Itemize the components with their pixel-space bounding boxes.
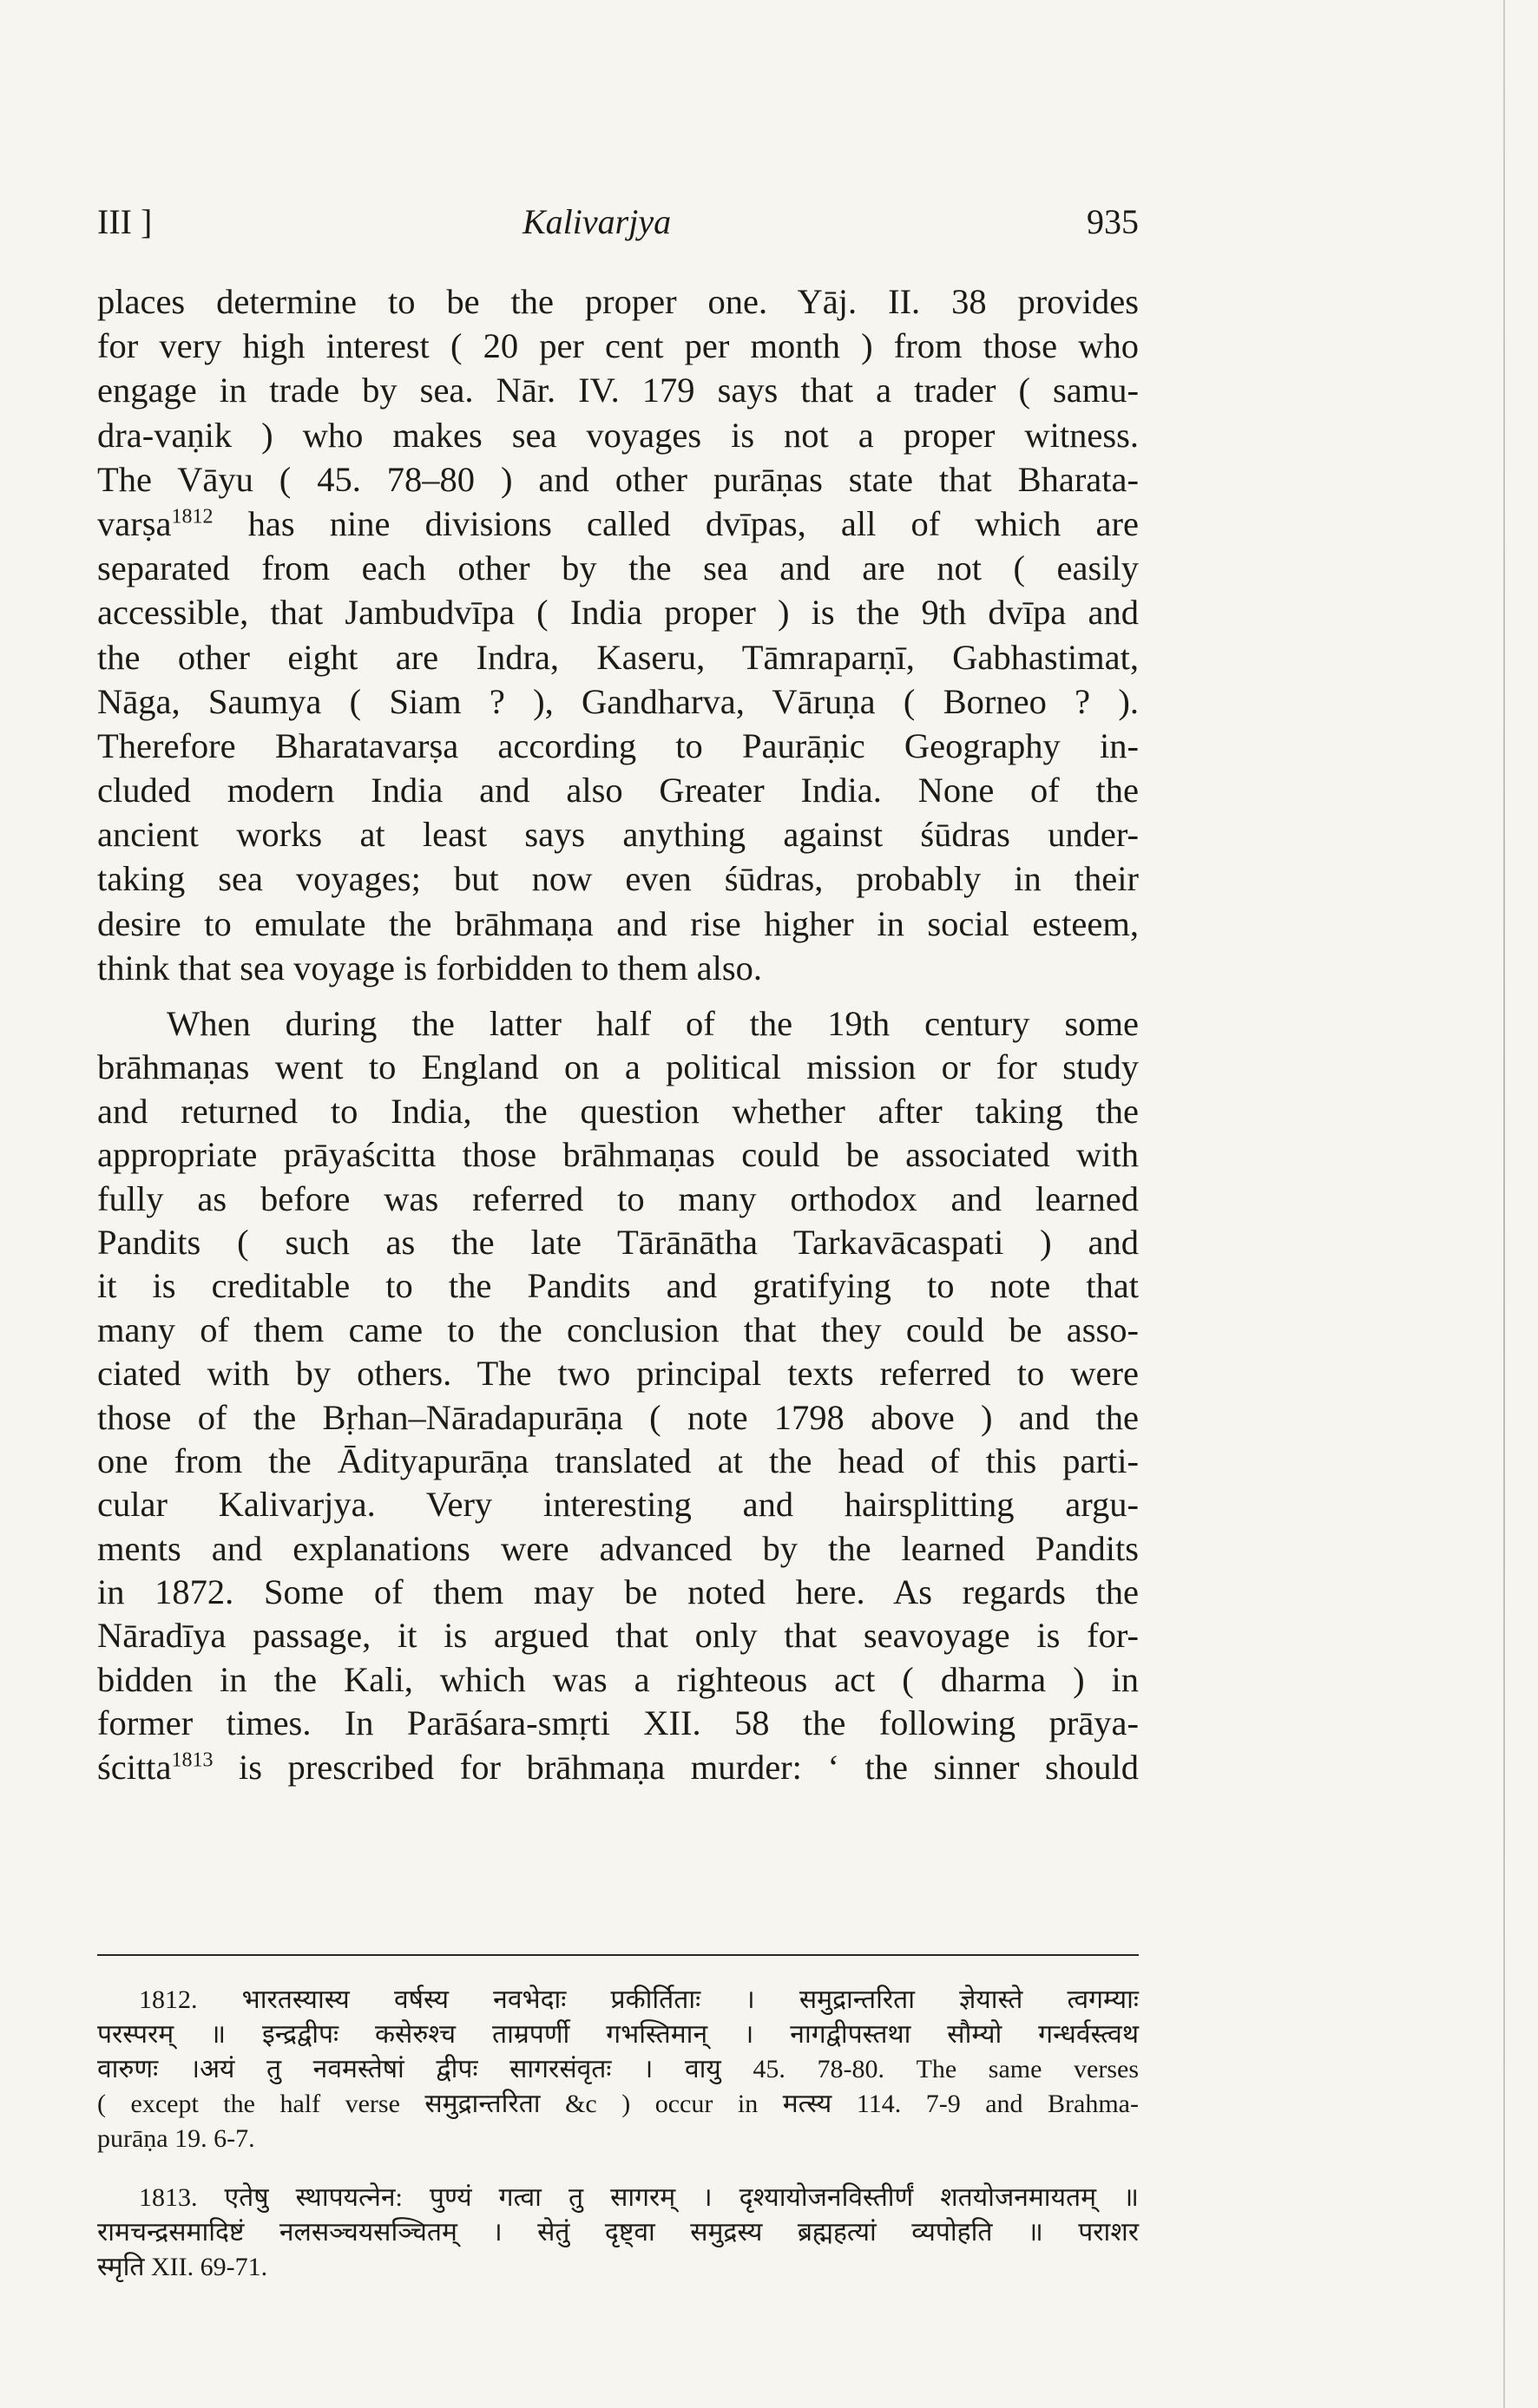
page-number: 935 [1087, 202, 1139, 241]
text-line: The Vāyu ( 45. 78–80 ) and other purāṇas state that Bharata- [97, 459, 1139, 499]
text-line: ścitta$^{1813}$ is prescribed for brāhmaṇa murder: ‘ the sinner should [97, 1747, 1139, 1787]
footnote-line [97, 2181, 1139, 2215]
footnote-line: ( except the half verse समुद्रान्तरिता &c ) occur in मत्स्य 114. 7-9 and Brahma- [97, 2090, 1139, 2118]
text-line: the other eight are Indra, Kaseru, Tāmraparṇī, Gabhastimat, [97, 637, 1139, 677]
text-line: ments and explanations were advanced by the learned Pandits [97, 1528, 1139, 1568]
text-line: bidden in the Kali, which was a righteous act ( dharma ) in [97, 1659, 1139, 1699]
footnotes [97, 1983, 1139, 2309]
text-line: places determine to be the proper one. Yāj. II. 38 provides [97, 282, 1139, 321]
text-line: appropriate prāyaścitta those brāhmaṇas could be associated with [97, 1135, 1139, 1175]
text-line: in 1872. Some of them may be noted here. As regards the [97, 1572, 1139, 1612]
text-line: cular Kalivarjya. Very interesting and hairsplitting argu- [97, 1485, 1139, 1525]
text-line: Therefore Bharatavarṣa according to Paurāṇic Geography in- [97, 725, 1139, 765]
footnote-rule [97, 1954, 1139, 1956]
footnote-1813 [97, 2181, 1139, 2285]
footnote-ref-1812[interactable]: 1812 [171, 505, 214, 528]
text-line: ciated with by others. The two principal texts referred to were [97, 1354, 1139, 1394]
text-line: Nāradīya passage, it is argued that only that seavoyage is for- [97, 1616, 1139, 1656]
footnote-line: purāṇa 19. 6-7. [97, 2124, 255, 2153]
footnote-line: स्मृति XII. 69-71. [97, 2253, 268, 2281]
text-line: and returned to India, the question whether after taking the [97, 1091, 1139, 1131]
paragraph-1 [97, 279, 1139, 990]
text-line: think that sea voyage is forbidden to them also. [97, 948, 762, 987]
text-line: one from the Ādityapurāṇa translated at the head of this parti- [97, 1440, 1139, 1480]
footnote-text: एतेषु स्थापयत्नेन: पुण्यं गत्वा तु सागरम् । दृश्यायोजनविस्तीर्णं शतयोजनमायतम् ॥ [224, 2183, 1140, 2212]
text-line: fully as before was referred to many orthodox and learned [97, 1178, 1139, 1218]
text-line: brāhmaṇas went to England on a political mission or for study [97, 1047, 1139, 1087]
text-line: ancient works at least says anything against śūdras under- [97, 815, 1139, 855]
text-line: dra-vaṇik ) who makes sea voyages is not a proper witness. [97, 415, 1139, 455]
text-line: separated from each other by the sea and are not ( easily [97, 548, 1139, 588]
running-header [97, 201, 1139, 253]
text-line-with-ref [97, 502, 1139, 546]
text-fragment: varṣa$^{1812}$ has nine divisions called dvīpas, all of which are [97, 503, 1139, 543]
footnote-number: 1813. [139, 2183, 198, 2212]
text-line: cluded modern India and also Greater India. None of the [97, 771, 1139, 810]
text-line: When during the latter half of the 19th century some [167, 1004, 1139, 1043]
text-line: former times. In Parāśara-smṛti XII. 58 the following prāya- [97, 1703, 1139, 1743]
page-edge-line [1503, 0, 1505, 2408]
footnote-line: परस्परम् ॥ इन्द्रद्वीपः कसेरुश्च ताम्रपर्णी गभस्तिमान् । नागद्वीपस्तथा सौम्यो गन्धर्वस्त्वथ [97, 2020, 1139, 2049]
footnote-text: भारतस्यास्य वर्षस्य नवभेदाः प्रकीर्तिताः । समुद्रान्तरिता ज्ञेयास्ते त्वगम्याः [241, 1985, 1139, 2014]
text-line: many of them came to the conclusion that they could be asso- [97, 1309, 1139, 1349]
footnote-number: 1812. [139, 1985, 198, 2014]
footnote-1812 [97, 1983, 1139, 2156]
footnote-ref-1813[interactable]: 1813 [171, 1749, 214, 1772]
page-title: Kalivarjya [523, 202, 672, 241]
footnote-line [97, 1983, 1139, 2018]
text-line: Nāga, Saumya ( Siam ? ), Gandharva, Vāruṇa ( Borneo ? ). [97, 681, 1139, 721]
text-line: engage in trade by sea. Nār. IV. 179 says that a trader ( samu- [97, 371, 1139, 410]
paragraph-2 [97, 1002, 1139, 1789]
text-line: those of the Bṛhan–Nāradapurāṇa ( note 1798 above ) and the [97, 1397, 1139, 1437]
section-number: III ] [97, 202, 153, 241]
text-line: taking sea voyages; but now even śūdras, probably in their [97, 859, 1139, 899]
footnote-line: वारुणः ।अयं तु नवमस्तेषां द्वीपः सागरसंवृतः । वायु 45. 78-80. The same verses [97, 2055, 1139, 2083]
text-line: Pandits ( such as the late Tārānātha Tarkavācaspati ) and [97, 1222, 1139, 1262]
footnote-line: रामचन्द्रसमादिष्टं नलसञ्चयसञ्चितम् । सेतुं दृष्ट्वा समुद्रस्य ब्रह्महत्यां व्यपोहति ॥ पराशर [97, 2218, 1139, 2247]
text-line: it is creditable to the Pandits and gratifying to note that [97, 1266, 1139, 1306]
text-line: for very high interest ( 20 per cent per month ) from those who [97, 326, 1139, 366]
text-line: accessible, that Jambudvīpa ( India proper ) is the 9th dvīpa and [97, 593, 1139, 633]
text-line: desire to emulate the brāhmaṇa and rise higher in social esteem, [97, 903, 1139, 943]
